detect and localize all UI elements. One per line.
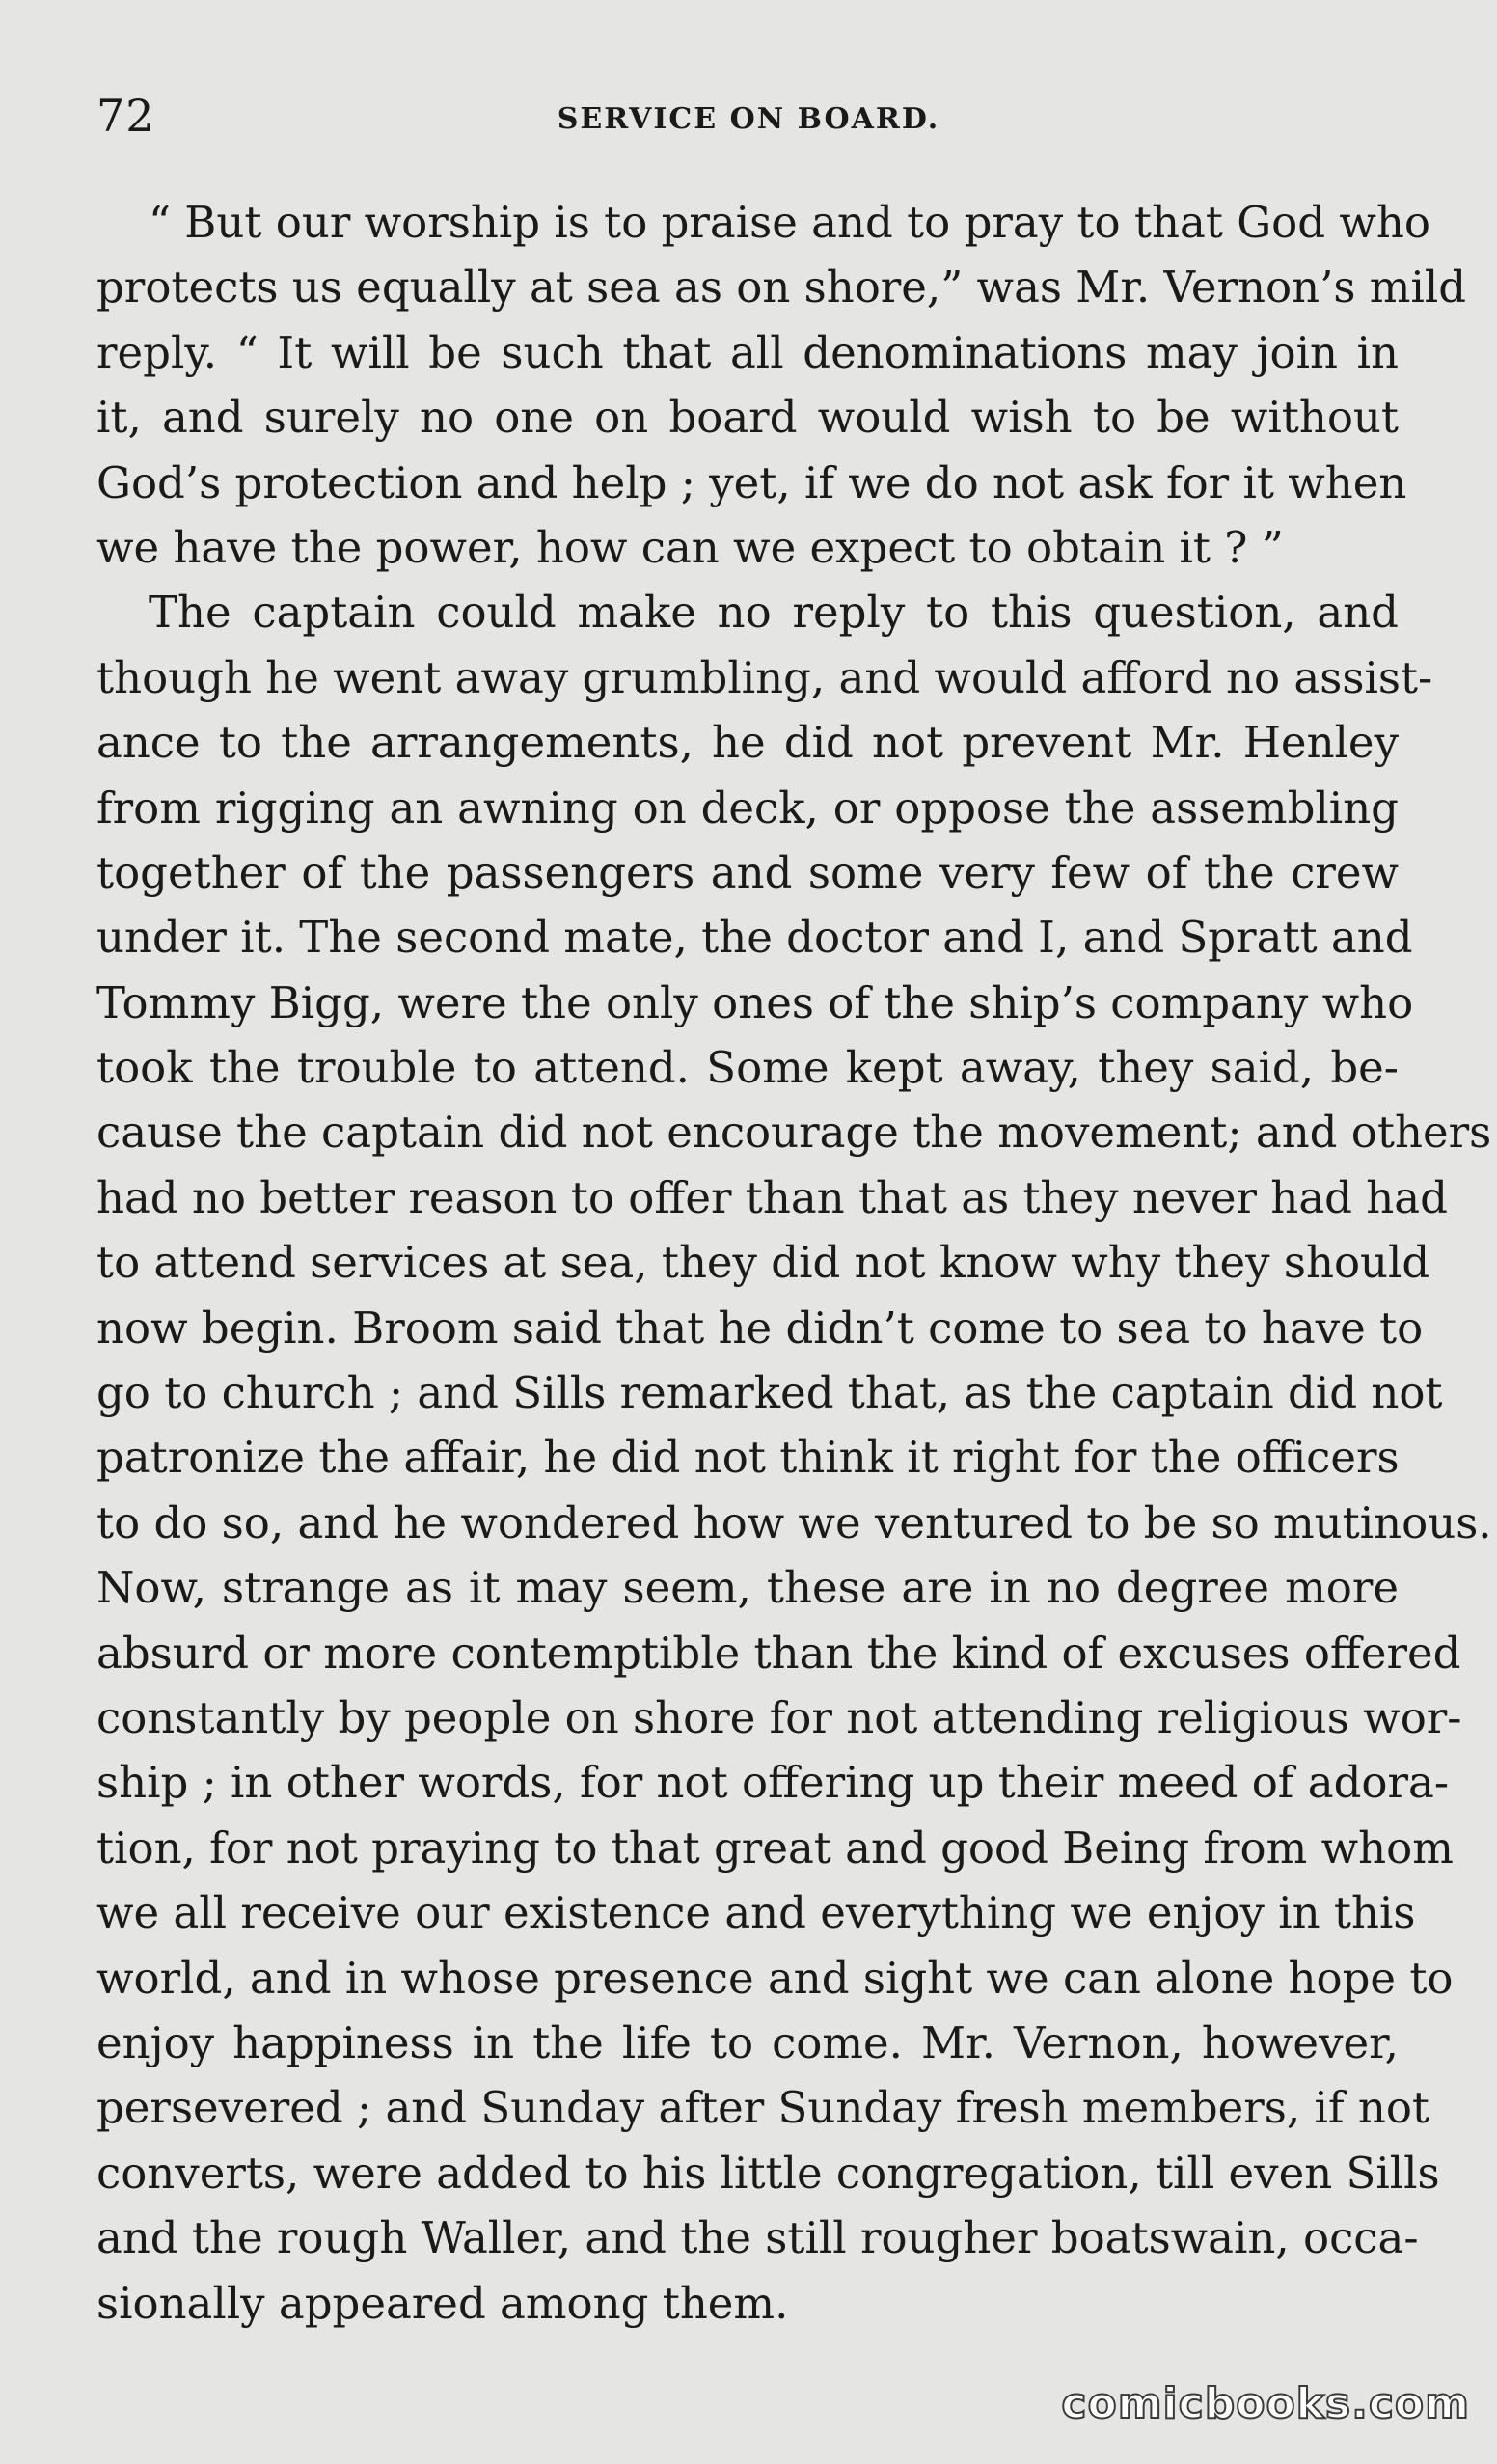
text-line: ance to the arrangements, he did not prevent Mr. Henley	[96, 717, 1399, 769]
text-line: from rigging an awning on deck, or oppose the assembling	[96, 781, 1399, 834]
text-line: Now, strange as it may seem, these are in no degree more	[96, 1562, 1399, 1614]
text-line: world, and in whose presence and sight we can alone hope to	[96, 1952, 1454, 2004]
text-line: enjoy happiness in the life to come. Mr. Vernon, however,	[96, 2016, 1399, 2068]
body-text	[96, 190, 1492, 2336]
text-line: reply. “ It will be such that all denominations may join in	[96, 326, 1399, 378]
text-line: The captain could make no reply to this question, and	[149, 587, 1399, 639]
page-number: 72	[96, 90, 155, 142]
text-line: go to church ; and Sills remarked that, as the captain did not	[96, 1367, 1443, 1419]
text-line: cause the captain did not encourage the movement; and others	[96, 1107, 1492, 1159]
text-line: had no better reason to offer than that as they never had had	[96, 1171, 1448, 1223]
text-line: protects us equally at sea as on shore,” was Mr. Vernon’s mild	[96, 261, 1467, 314]
text-line: to attend services at sea, they did not know why they should	[96, 1237, 1430, 1289]
text-line: under it. The second mate, the doctor and I, and Spratt and	[96, 912, 1413, 964]
text-line: sionally appeared among them.	[96, 2277, 789, 2329]
text-line: took the trouble to attend. Some kept away, they said, be-	[96, 1042, 1399, 1094]
text-line: together of the passengers and some very few of the crew	[96, 846, 1399, 898]
running-title: SERVICE ON BOARD.	[557, 102, 940, 136]
text-line: persevered ; and Sunday after Sunday fresh members, if not	[96, 2082, 1429, 2134]
text-line: we have the power, how can we expect to obtain it ? ”	[96, 521, 1284, 573]
text-line: though he went away grumbling, and would afford no assist-	[96, 651, 1433, 703]
text-line: and the rough Waller, and the still rougher boatswain, occa-	[96, 2212, 1419, 2264]
watermark: comicbooks.com	[1061, 2379, 1470, 2428]
text-line: Tommy Bigg, were the only ones of the ship’s company who	[96, 976, 1414, 1028]
text-line: we all receive our existence and everything we enjoy in this	[96, 1887, 1416, 1939]
text-line: ship ; in other words, for not offering up their meed of adora-	[96, 1757, 1450, 1809]
text-line: “ But our worship is to praise and to pray to that God who	[149, 197, 1430, 248]
text-line: constantly by people on shore for not attending religious wor-	[96, 1691, 1462, 1743]
text-line: to do so, and he wondered how we ventured to be so mutinous.	[96, 1496, 1492, 1548]
text-line: it, and surely no one on board would wish to be without	[96, 392, 1399, 444]
text-line: God’s protection and help ; yet, if we do not ask for it when	[96, 456, 1407, 508]
text-line: now begin. Broom said that he didn’t come to sea to have to	[96, 1301, 1424, 1354]
text-line: converts, were added to his little congregation, till even Sills	[96, 2147, 1440, 2199]
text-line: tion, for not praying to that great and good Being from whom	[96, 1821, 1454, 1874]
text-line: patronize the affair, he did not think it right for the officers	[96, 1432, 1400, 1484]
text-line: absurd or more contemptible than the kind of excuses offered	[96, 1627, 1461, 1679]
